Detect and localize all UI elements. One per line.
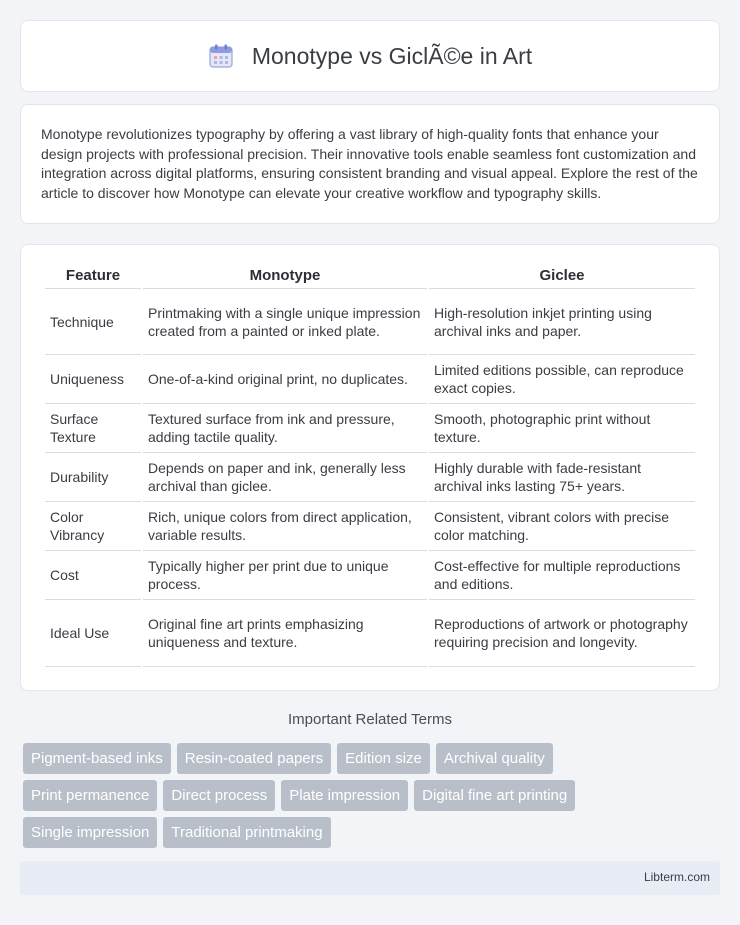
table-row — [45, 502, 695, 551]
row-monotype: Textured surface from ink and pressure, adding tactile quality. — [143, 404, 427, 453]
related-terms-tags — [23, 743, 723, 854]
header-feature: Feature — [45, 263, 141, 289]
tag-single-impression[interactable]: Single impression — [23, 817, 157, 848]
row-monotype: Rich, unique colors from direct application, variable results. — [143, 502, 427, 551]
tag-row — [23, 780, 723, 811]
table-header-row — [45, 263, 695, 289]
header-giclee: Giclee — [429, 263, 695, 289]
row-feature: Ideal Use — [45, 600, 141, 667]
table-row — [45, 289, 695, 355]
footer — [20, 861, 720, 895]
row-feature: Cost — [45, 551, 141, 600]
comparison-table — [43, 263, 697, 667]
table-row — [45, 355, 695, 404]
tag-resin-coated-papers[interactable]: Resin-coated papers — [177, 743, 331, 774]
tag-row — [23, 743, 723, 774]
tag-plate-impression[interactable]: Plate impression — [281, 780, 408, 811]
header-card — [20, 20, 720, 92]
tag-traditional-printmaking[interactable]: Traditional printmaking — [163, 817, 330, 848]
row-monotype: One-of-a-kind original print, no duplicates. — [143, 355, 427, 404]
table-row — [45, 600, 695, 667]
tag-row — [23, 817, 723, 848]
row-giclee: Smooth, photographic print without texture. — [429, 404, 695, 453]
row-giclee: Consistent, vibrant colors with precise color matching. — [429, 502, 695, 551]
row-feature: Surface Texture — [45, 404, 141, 453]
comparison-table-card — [20, 244, 720, 691]
footer-site-link[interactable]: Libterm.com — [643, 870, 710, 884]
tag-print-permanence[interactable]: Print permanence — [23, 780, 157, 811]
tag-edition-size[interactable]: Edition size — [337, 743, 430, 774]
row-feature: Color Vibrancy — [45, 502, 141, 551]
tag-direct-process[interactable]: Direct process — [163, 780, 275, 811]
row-monotype: Printmaking with a single unique impression created from a painted or inked plate. — [143, 289, 427, 355]
tag-pigment-based-inks[interactable]: Pigment-based inks — [23, 743, 171, 774]
table-row — [45, 551, 695, 600]
row-feature: Durability — [45, 453, 141, 502]
row-giclee: Cost-effective for multiple reproductions and editions. — [429, 551, 695, 600]
header-monotype: Monotype — [143, 263, 427, 289]
intro-paragraph: Monotype revolutionizes typography by offering a vast library of high-quality fonts that enhance your design projects with professional precision. Their innovative tools enable seamless font customization and integration across digital platforms, ensuring consistent branding and visual appeal. Explore the rest of the article to discover how Monotype can elevate your creative workflow and typography skills. — [41, 126, 698, 201]
row-giclee: Limited editions possible, can reproduce exact copies. — [429, 355, 695, 404]
row-feature: Uniqueness — [45, 355, 141, 404]
page-title: Monotype vs GiclÃ©e in Art — [251, 42, 533, 69]
tag-archival-quality[interactable]: Archival quality — [436, 743, 553, 774]
row-monotype: Depends on paper and ink, generally less archival than giclee. — [143, 453, 427, 502]
row-giclee: Reproductions of artwork or photography requiring precision and longevity. — [429, 600, 695, 667]
calendar-icon — [208, 43, 234, 69]
table-row — [45, 453, 695, 502]
row-giclee: Highly durable with fade-resistant archival inks lasting 75+ years. — [429, 453, 695, 502]
row-monotype: Original fine art prints emphasizing uniqueness and texture. — [143, 600, 427, 667]
tag-digital-fine-art-printing[interactable]: Digital fine art printing — [414, 780, 575, 811]
row-monotype: Typically higher per print due to unique process. — [143, 551, 427, 600]
title-wrap — [208, 43, 532, 70]
row-feature: Technique — [45, 289, 141, 355]
related-terms-title: Important Related Terms — [288, 711, 452, 728]
table-row — [45, 404, 695, 453]
intro-card — [20, 104, 720, 224]
row-giclee: High-resolution inkjet printing using archival inks and paper. — [429, 289, 695, 355]
